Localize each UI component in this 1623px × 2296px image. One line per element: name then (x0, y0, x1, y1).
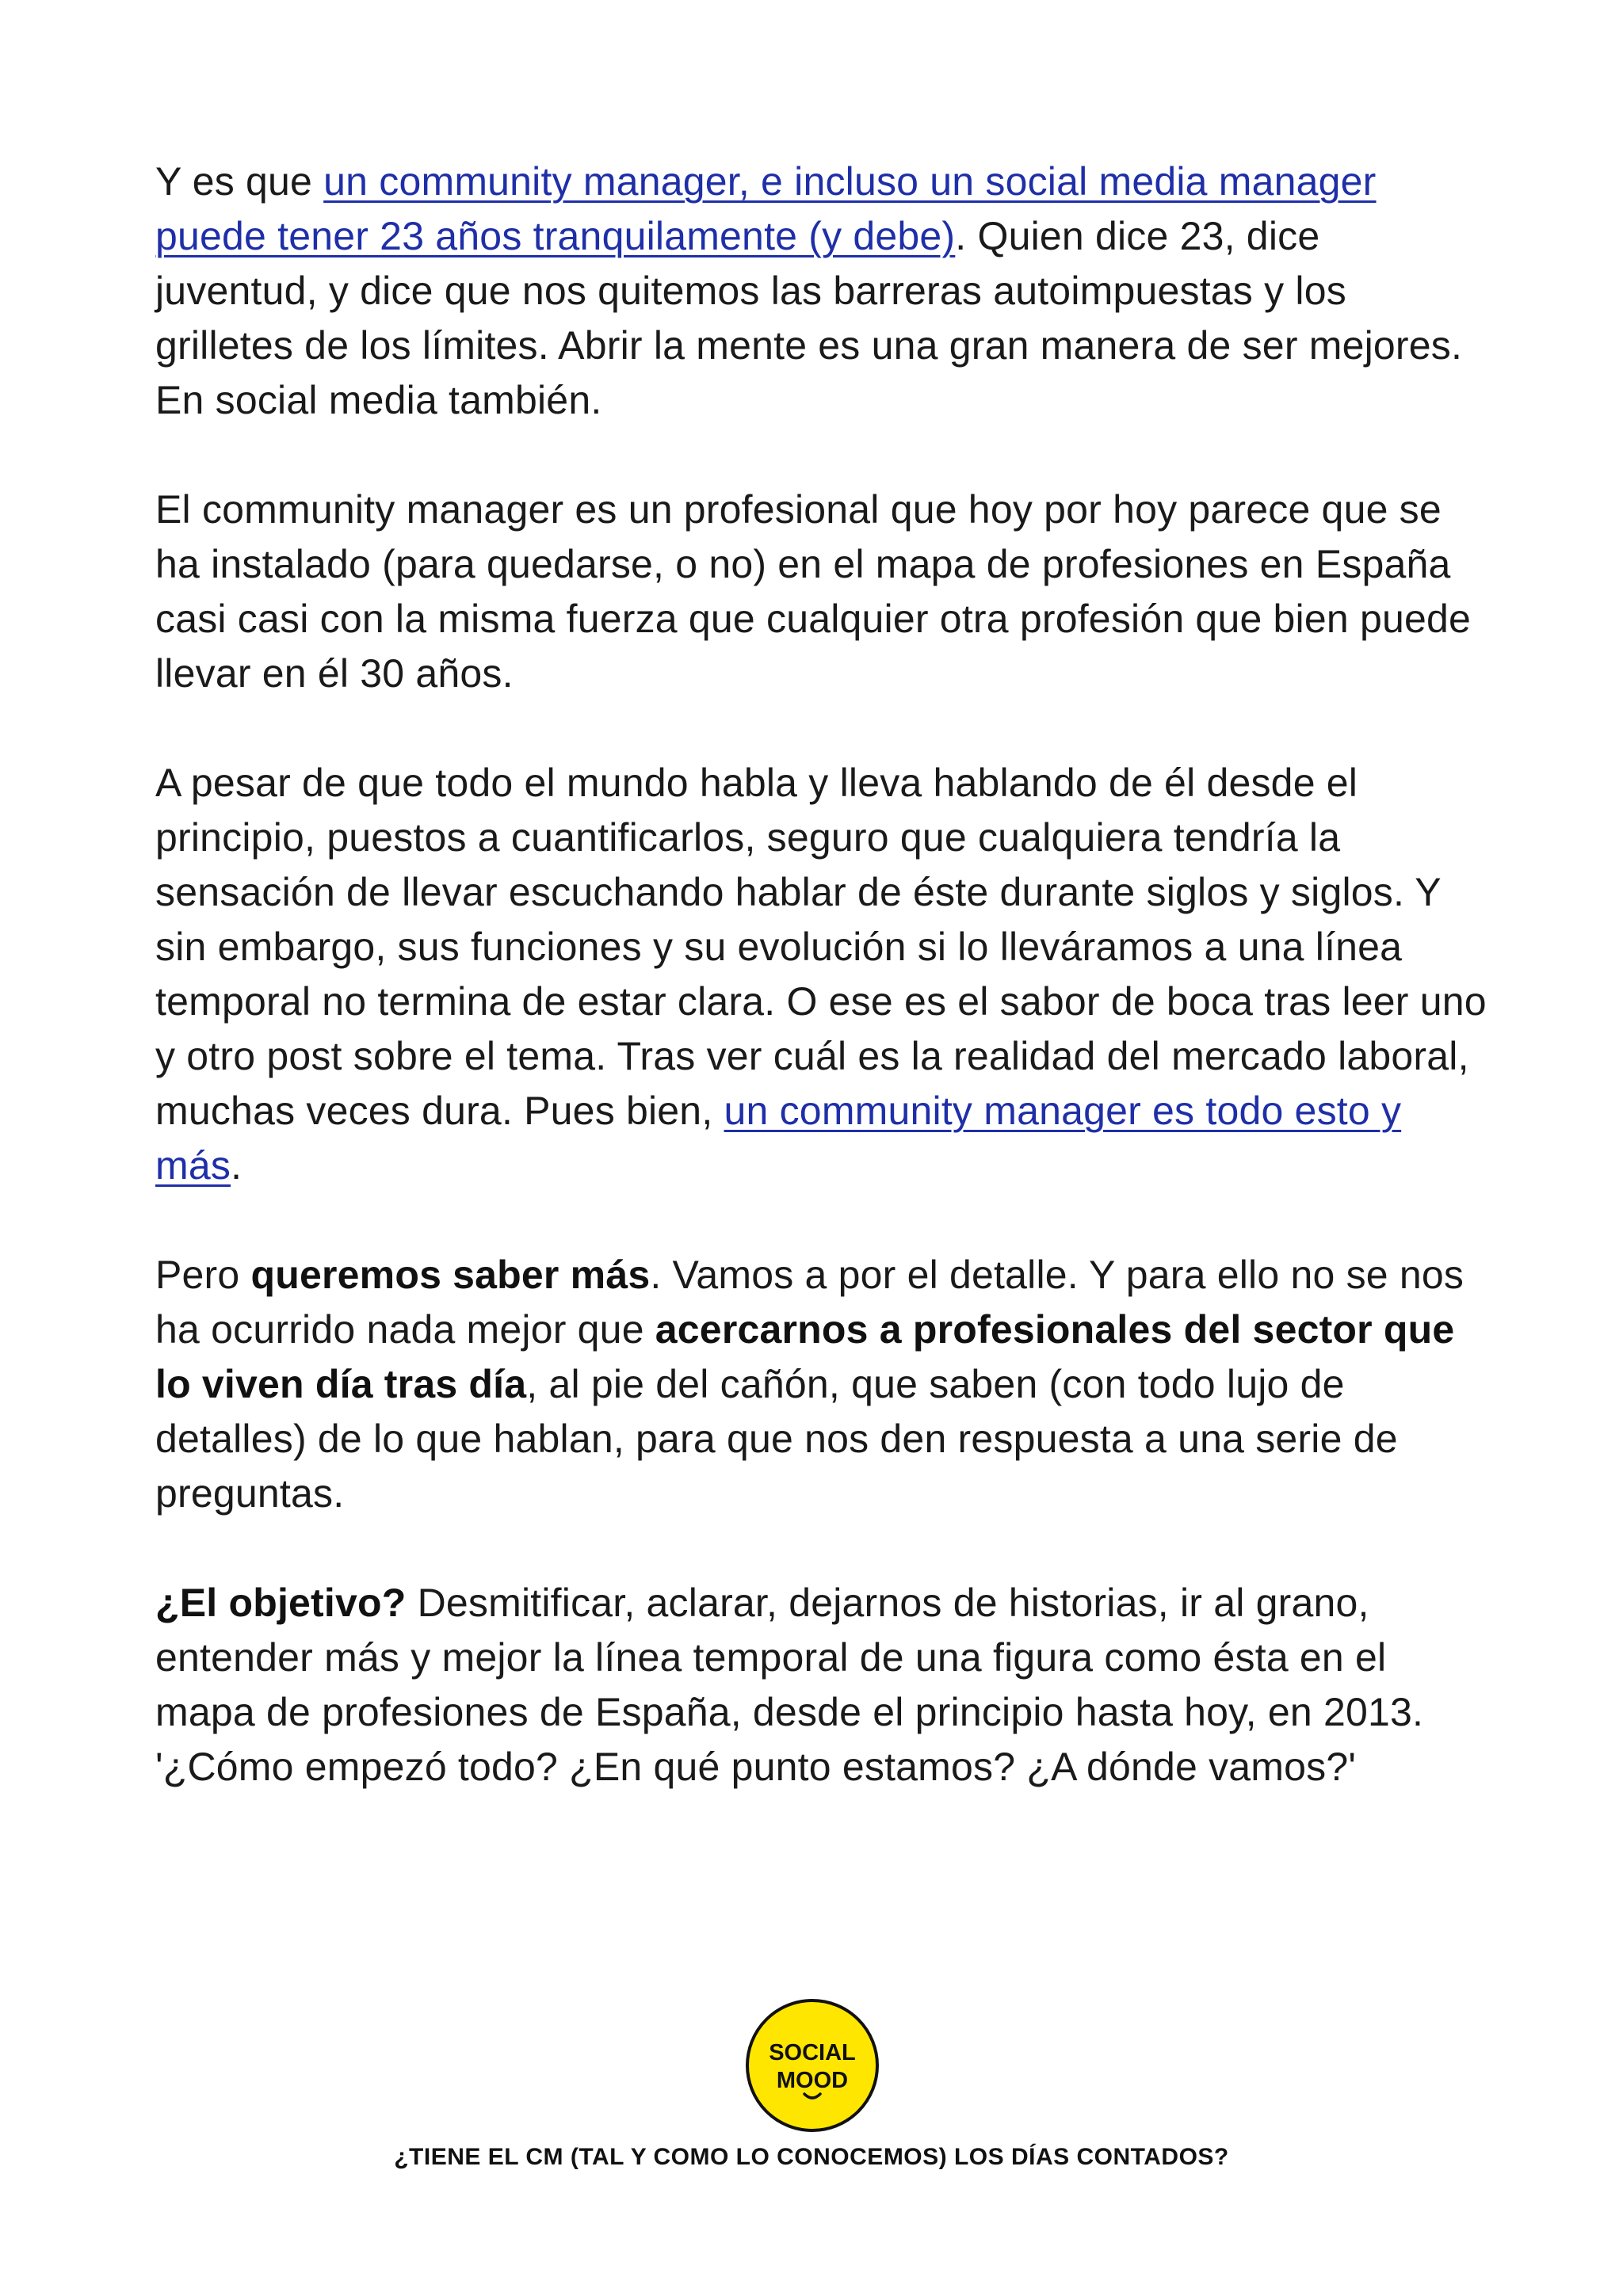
social-mood-logo (746, 1999, 879, 2132)
paragraph-5: ¿El objetivo? Desmitificar, aclarar, dejarnos de historias, ir al grano, entender más y mejor la línea temporal de una figura como ésta en el mapa de profesiones de España, desde el principio hasta hoy, en 2013. '¿Cómo empezó todo? ¿En qué punto estamos? ¿A dónde vamos?' (155, 1581, 1424, 1789)
bold-queremos-saber: queremos saber más (250, 1253, 651, 1297)
bold-objetivo: ¿El objetivo? (155, 1581, 407, 1625)
link-cm-todo-esto[interactable]: un community manager es todo esto y más (155, 1089, 1402, 1188)
logo-line-1: SOCIAL (769, 2040, 856, 2065)
paragraph-3: A pesar de que todo el mundo habla y lleva hablando de él desde el principio, puestos a cuantificarlos, seguro que cualquiera tendría la sensación de llevar escuchando hablar de éste durante siglos y siglos. Y sin embargo, sus funciones y su evolución si lo lleváramos a una línea temporal no termina de estar clara. O ese es el sabor de boca tras leer uno y otro post sobre el tema. Tras ver cuál es la realidad del mercado laboral, muchas veces dura. Pues bien, un community manager es todo esto y más. (155, 761, 1487, 1188)
footer-title: ¿TIENE EL CM (TAL Y COMO LO CONOCEMOS) LOS DÍAS CONTADOS? (394, 2144, 1229, 2170)
paragraph-4: Pero queremos saber más. Vamos a por el detalle. Y para ello no se nos ha ocurrido nada mejor que acercarnos a profesionales del sector que lo viven día tras día, al pie del cañón, que saben (con todo lujo de detalles) de lo que hablan, para que nos den respuesta a una serie de preguntas. (155, 1253, 1465, 1516)
paragraph-2: El community manager es un profesional que hoy por hoy parece que se ha instalado (para quedarse, o no) en el mapa de profesiones en España casi casi con la misma fuerza que cualquier otra profesión que bien puede llevar en él 30 años. (155, 487, 1472, 696)
paragraph-1: Y es que un community manager, e incluso un social media manager puede tener 23 años tranquilamente (y debe). Quien dice 23, dice juventud, y dice que nos quitemos las barreras autoimpuestas y los grilletes de los límites. Abrir la mente es una gran manera de ser mejores. En social media también. (155, 159, 1463, 422)
logo-smile-icon (804, 2094, 820, 2098)
bold-acercarnos: acercarnos a profesionales del sector que lo viven día tras día (155, 1307, 1455, 1406)
article-body (155, 154, 1487, 1849)
link-23-years-article[interactable]: un community manager, e incluso un social media manager puede tener 23 años tranquilamente (y debe) (155, 159, 1377, 258)
logo-mark (749, 2002, 876, 2129)
logo-line-2: MOOD (776, 2068, 849, 2093)
